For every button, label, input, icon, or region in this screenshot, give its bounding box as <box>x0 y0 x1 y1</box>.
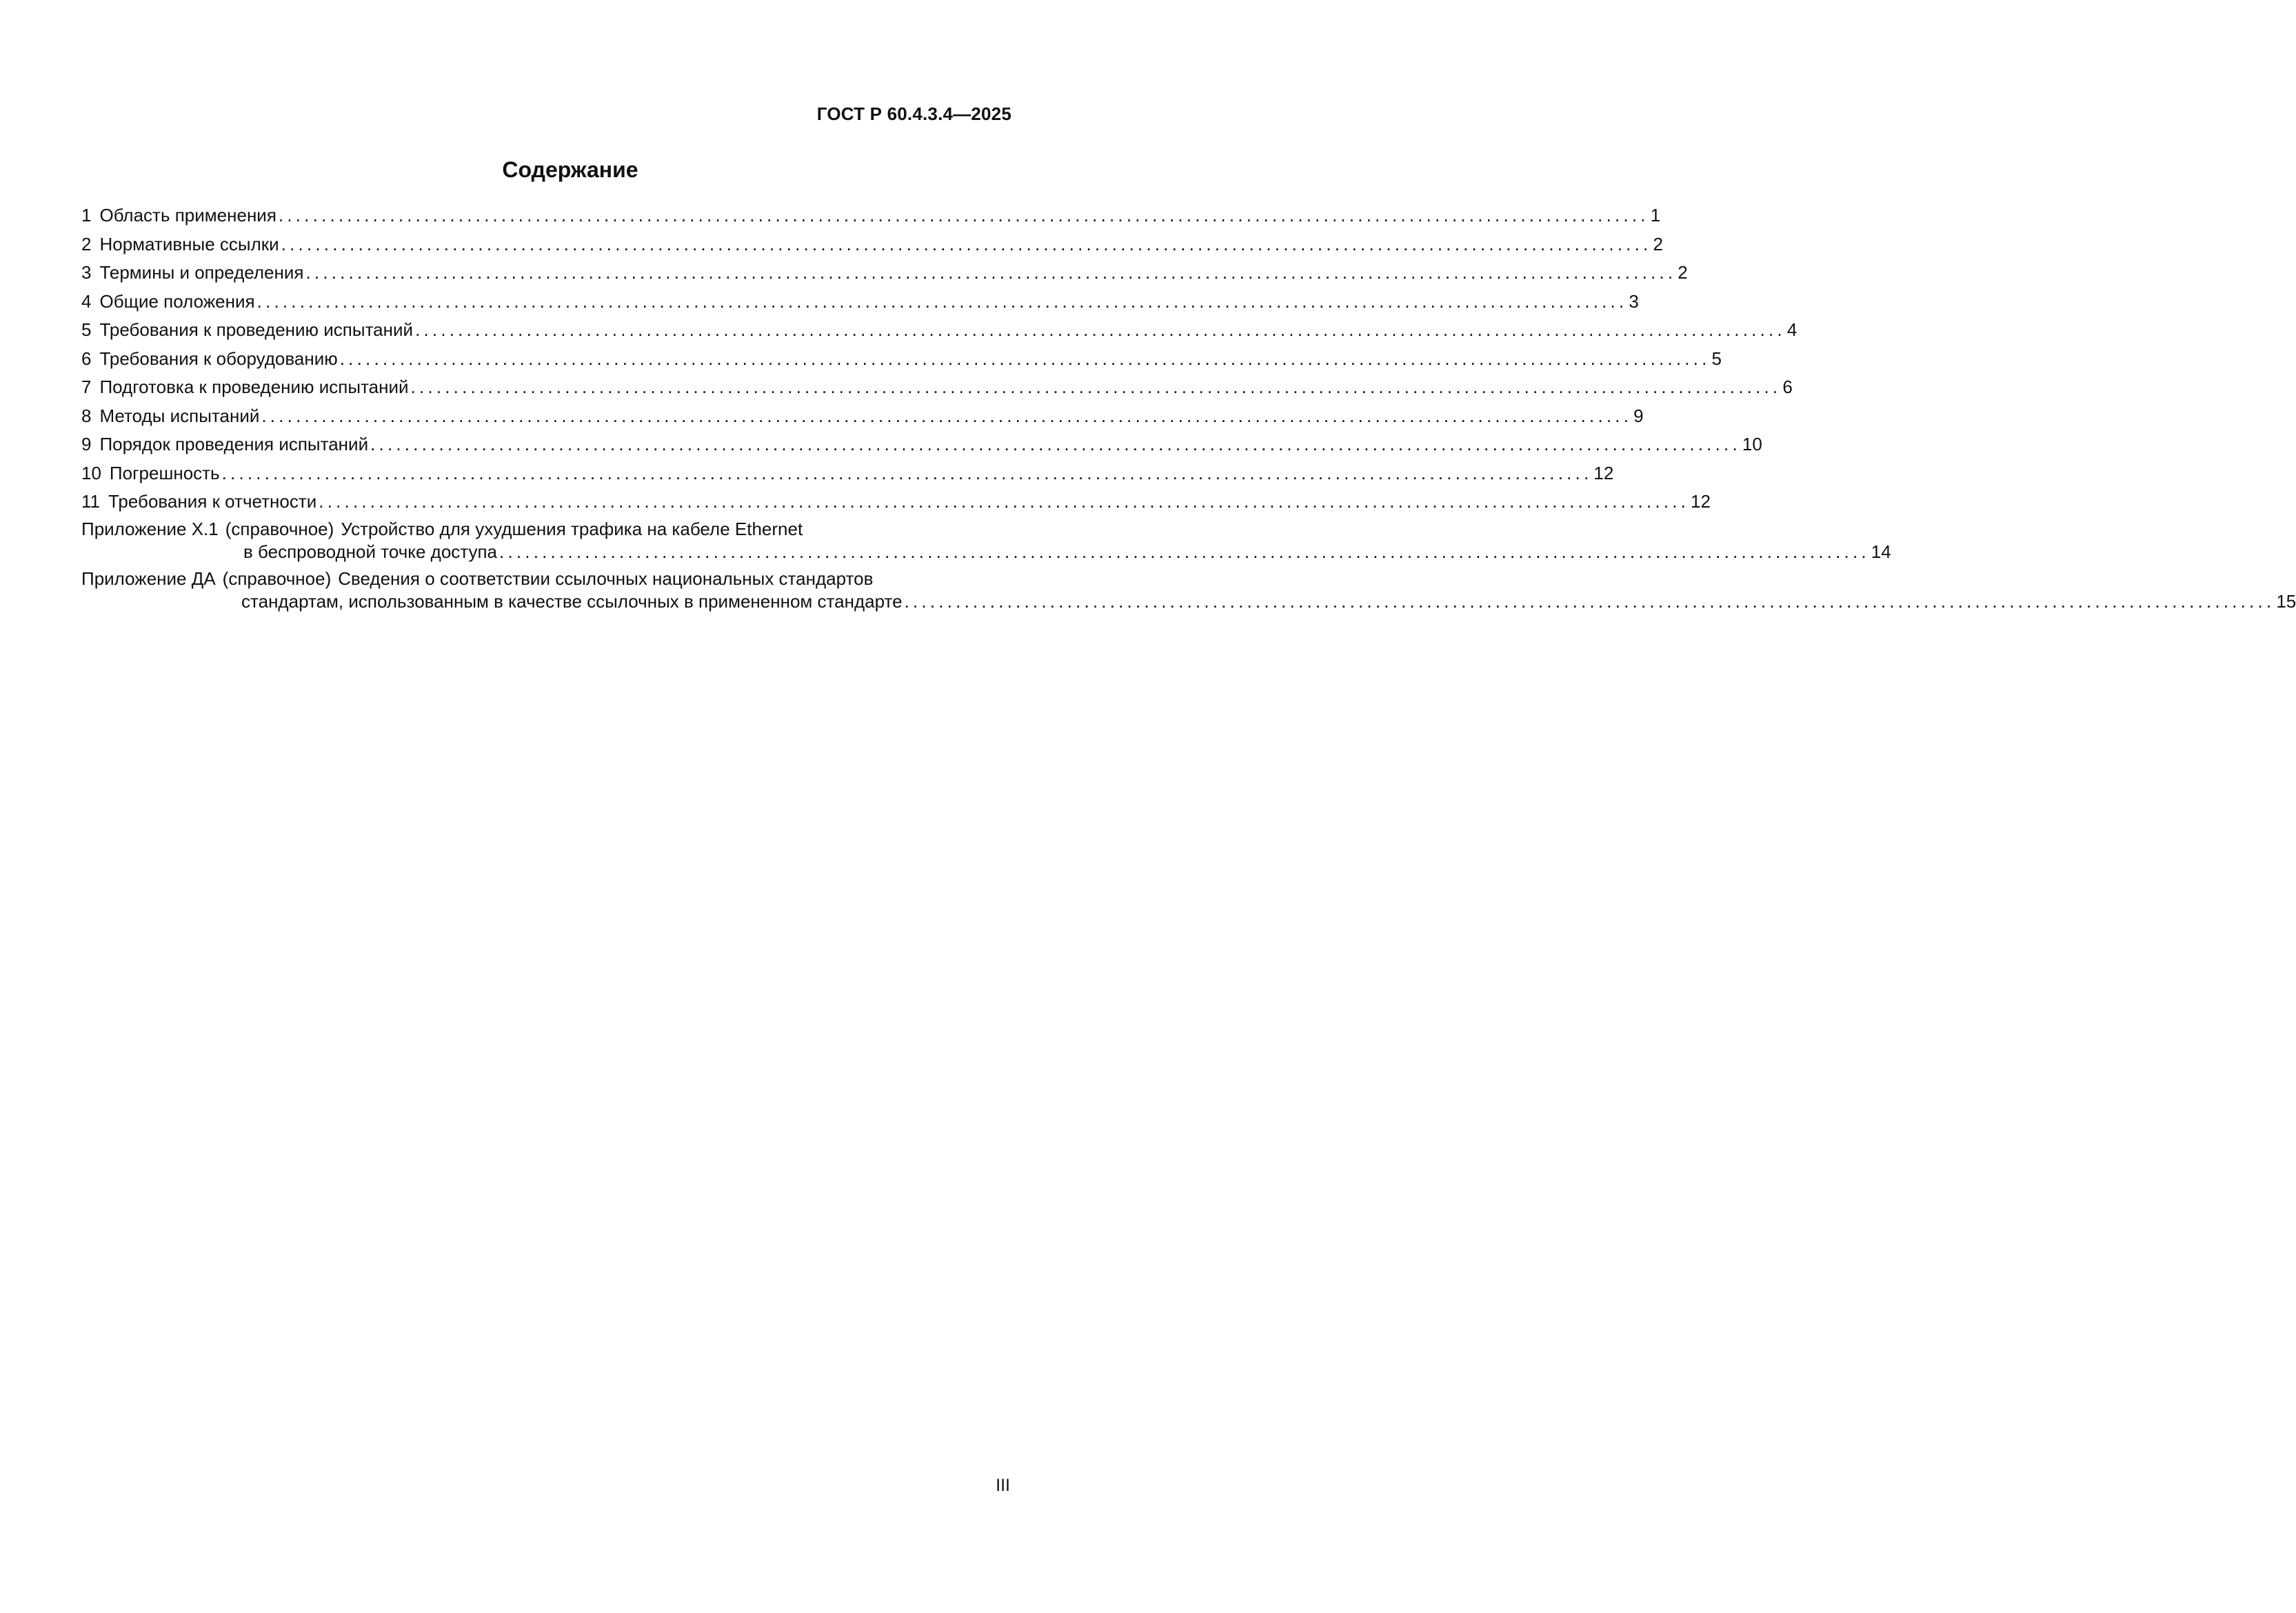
toc-entry-page: 9 <box>1633 405 1644 426</box>
toc-entry-label: Требования к оборудованию <box>99 348 338 369</box>
toc-entry[interactable] <box>81 430 1762 459</box>
appendix-page: 15 <box>2276 590 2296 612</box>
toc-appendix-entry[interactable] <box>81 518 1891 563</box>
dot-leader: ................................................................................................................................................................ <box>221 462 1593 483</box>
appendix-status: (справочное) <box>222 568 332 589</box>
toc-entry-number: 9 <box>81 434 92 454</box>
appendix-designation: Приложение Х.1 <box>81 518 219 539</box>
toc-entry-page: 1 <box>1650 205 1661 226</box>
toc-entry[interactable] <box>81 402 1644 431</box>
toc-entry-number: 8 <box>81 405 92 426</box>
toc-entry-number: 6 <box>81 348 92 369</box>
dot-leader: ................................................................................................................................................................ <box>410 377 1782 397</box>
appendix-designation: Приложение ДА <box>81 568 216 589</box>
toc-entry[interactable] <box>81 288 1639 317</box>
toc-entry-page: 6 <box>1782 377 1793 397</box>
appendix-title-line1: Устройство для ухудшения трафика на кабеле Ethernet <box>341 518 803 539</box>
dot-leader: ................................................................................................................................................................ <box>256 290 1628 312</box>
dot-leader: ................................................................................................................................................................ <box>499 541 1870 562</box>
toc-entry[interactable] <box>81 316 1797 345</box>
toc-entry-number: 5 <box>81 319 92 340</box>
appendix-title-line1: Сведения о соответствии ссылочных национальных стандартов <box>338 568 874 589</box>
toc-entry-page: 4 <box>1786 319 1797 340</box>
appendix-heading-line <box>81 568 1011 590</box>
appendix-title-line2: стандартам, использованным в качестве ссылочных в примененном стандарте <box>241 590 903 612</box>
toc-entry-label: Методы испытаний <box>99 405 260 426</box>
toc-entry-number: 11 <box>81 491 100 512</box>
toc-entry-page: 12 <box>1593 462 1614 483</box>
toc-entry-label: Порядок проведения испытаний <box>99 434 369 454</box>
dot-leader: ................................................................................................................................................................ <box>415 319 1786 340</box>
page-number: III <box>996 1476 1010 1495</box>
toc-entry-page: 5 <box>1711 348 1722 369</box>
table-of-contents <box>81 201 2296 617</box>
toc-entry[interactable] <box>81 373 1793 402</box>
appendix-heading-line <box>81 518 1011 540</box>
appendix-continuation-line <box>81 540 1891 563</box>
toc-title: Содержание <box>502 157 638 182</box>
toc-entry-number: 7 <box>81 377 92 397</box>
toc-entry-page: 2 <box>1678 262 1688 283</box>
toc-entry-label: Термины и определения <box>99 262 304 283</box>
toc-entry-label: Нормативные ссылки <box>99 233 279 254</box>
toc-entry[interactable] <box>81 259 1688 288</box>
toc-entry-page: 10 <box>1742 434 1762 454</box>
toc-entry-number: 2 <box>81 233 92 254</box>
toc-entry-number: 10 <box>81 462 101 483</box>
toc-appendix-entry[interactable] <box>81 568 2296 613</box>
toc-entry-page: 12 <box>1691 491 1711 512</box>
dot-leader: ................................................................................................................................................................ <box>370 434 1741 454</box>
toc-entry-label: Подготовка к проведению испытаний <box>99 377 409 397</box>
toc-entry-number: 3 <box>81 262 92 283</box>
toc-entry-label: Погрешность <box>109 462 220 483</box>
toc-entry-label: Требования к отчетности <box>108 491 317 512</box>
toc-entry[interactable] <box>81 459 1614 488</box>
appendix-status: (справочное) <box>225 518 334 539</box>
dot-leader: ................................................................................................................................................................ <box>339 348 1711 369</box>
appendix-title-line2: в беспроводной точке доступа <box>243 541 498 562</box>
toc-entry-label: Область применения <box>99 205 276 226</box>
toc-entry-page: 3 <box>1629 290 1639 312</box>
toc-entry[interactable] <box>81 488 1711 517</box>
dot-leader: ................................................................................................................................................................ <box>305 262 1677 283</box>
appendix-page: 14 <box>1871 541 1891 562</box>
toc-entry[interactable] <box>81 345 1722 374</box>
dot-leader: ................................................................................................................................................................ <box>319 491 1690 512</box>
toc-entry-number: 1 <box>81 205 92 226</box>
dot-leader: ................................................................................................................................................................ <box>904 590 2275 612</box>
toc-entry-label: Требования к проведению испытаний <box>99 319 414 340</box>
toc-entry[interactable] <box>81 230 1663 259</box>
toc-entry-number: 4 <box>81 290 92 312</box>
toc-entry-label: Общие положения <box>99 290 255 312</box>
dot-leader: ................................................................................................................................................................ <box>281 233 1652 254</box>
toc-entry-page: 2 <box>1653 233 1663 254</box>
appendix-continuation-line <box>81 590 2296 613</box>
dot-leader: ................................................................................................................................................................ <box>261 405 1633 426</box>
dot-leader: ................................................................................................................................................................ <box>278 205 1649 226</box>
document-code: ГОСТ Р 60.4.3.4—2025 <box>816 103 1011 124</box>
toc-entry[interactable] <box>81 201 1661 230</box>
